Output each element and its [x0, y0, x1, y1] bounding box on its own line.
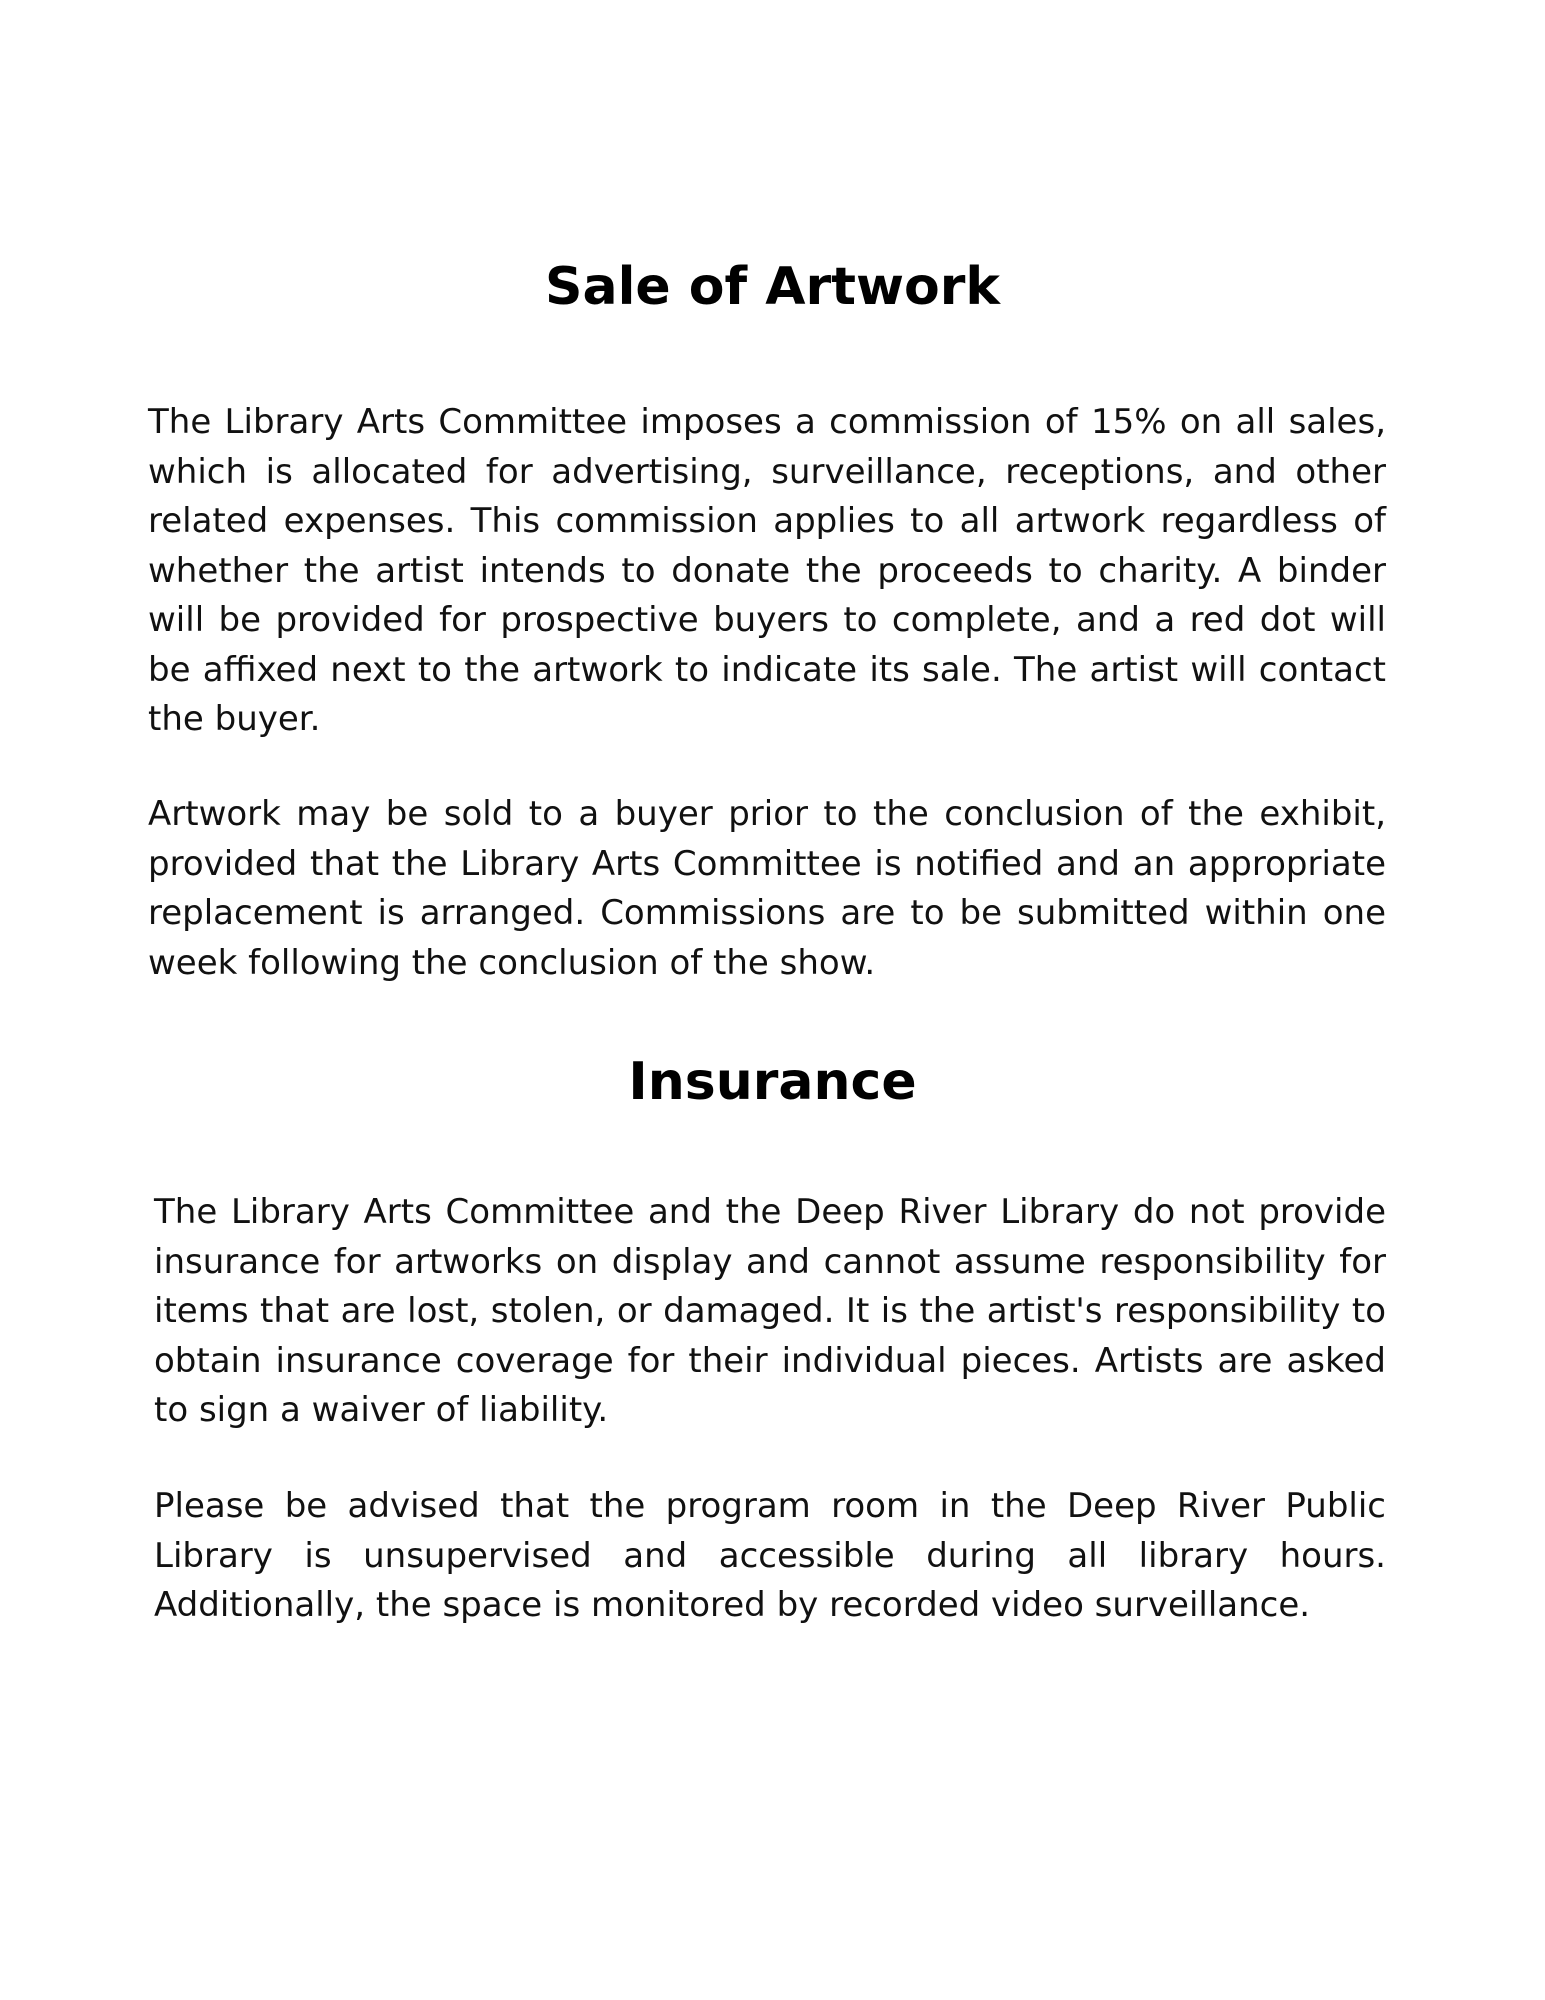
sale-paragraph-early-sale: Artwork may be sold to a buyer prior to the conclusion of the exhibit, provided that the Library Arts Committee is notified and an appropriate replacement is arranged. Commissions are to be submitted within one week following the conclusion of the show. [148, 794, 1386, 983]
sale-paragraph-commission: The Library Arts Committee imposes a commission of 15% on all sales, which is allocated for advertising, surveillance, receptions, and other related expenses. This commission applies to all artwork regardless of whether the artist intends to donate the proceeds to charity. A binder will be provided for prospective buyers to complete, and a red dot will be affixed next to the artwork to indicate its sale. The artist will contact the buyer. [148, 402, 1386, 739]
insurance-paragraph-surveillance: Please be advised that the program room in the Deep River Public Library is unsupervised and accessible during all library hours. Additionally, the space is monitored by recorded video surveillance. [154, 1486, 1386, 1625]
sale-of-artwork-heading: Sale of Artwork [545, 257, 1000, 317]
insurance-paragraph-coverage: The Library Arts Committee and the Deep River Library do not provide insurance for artworks on display and cannot assume responsibility for items that are lost, stolen, or damaged. It is the artist's responsibility to obtain insurance coverage for their individual pieces. Artists are asked to sign a waiver of liability. [154, 1192, 1386, 1430]
insurance-heading: Insurance [628, 1052, 917, 1112]
